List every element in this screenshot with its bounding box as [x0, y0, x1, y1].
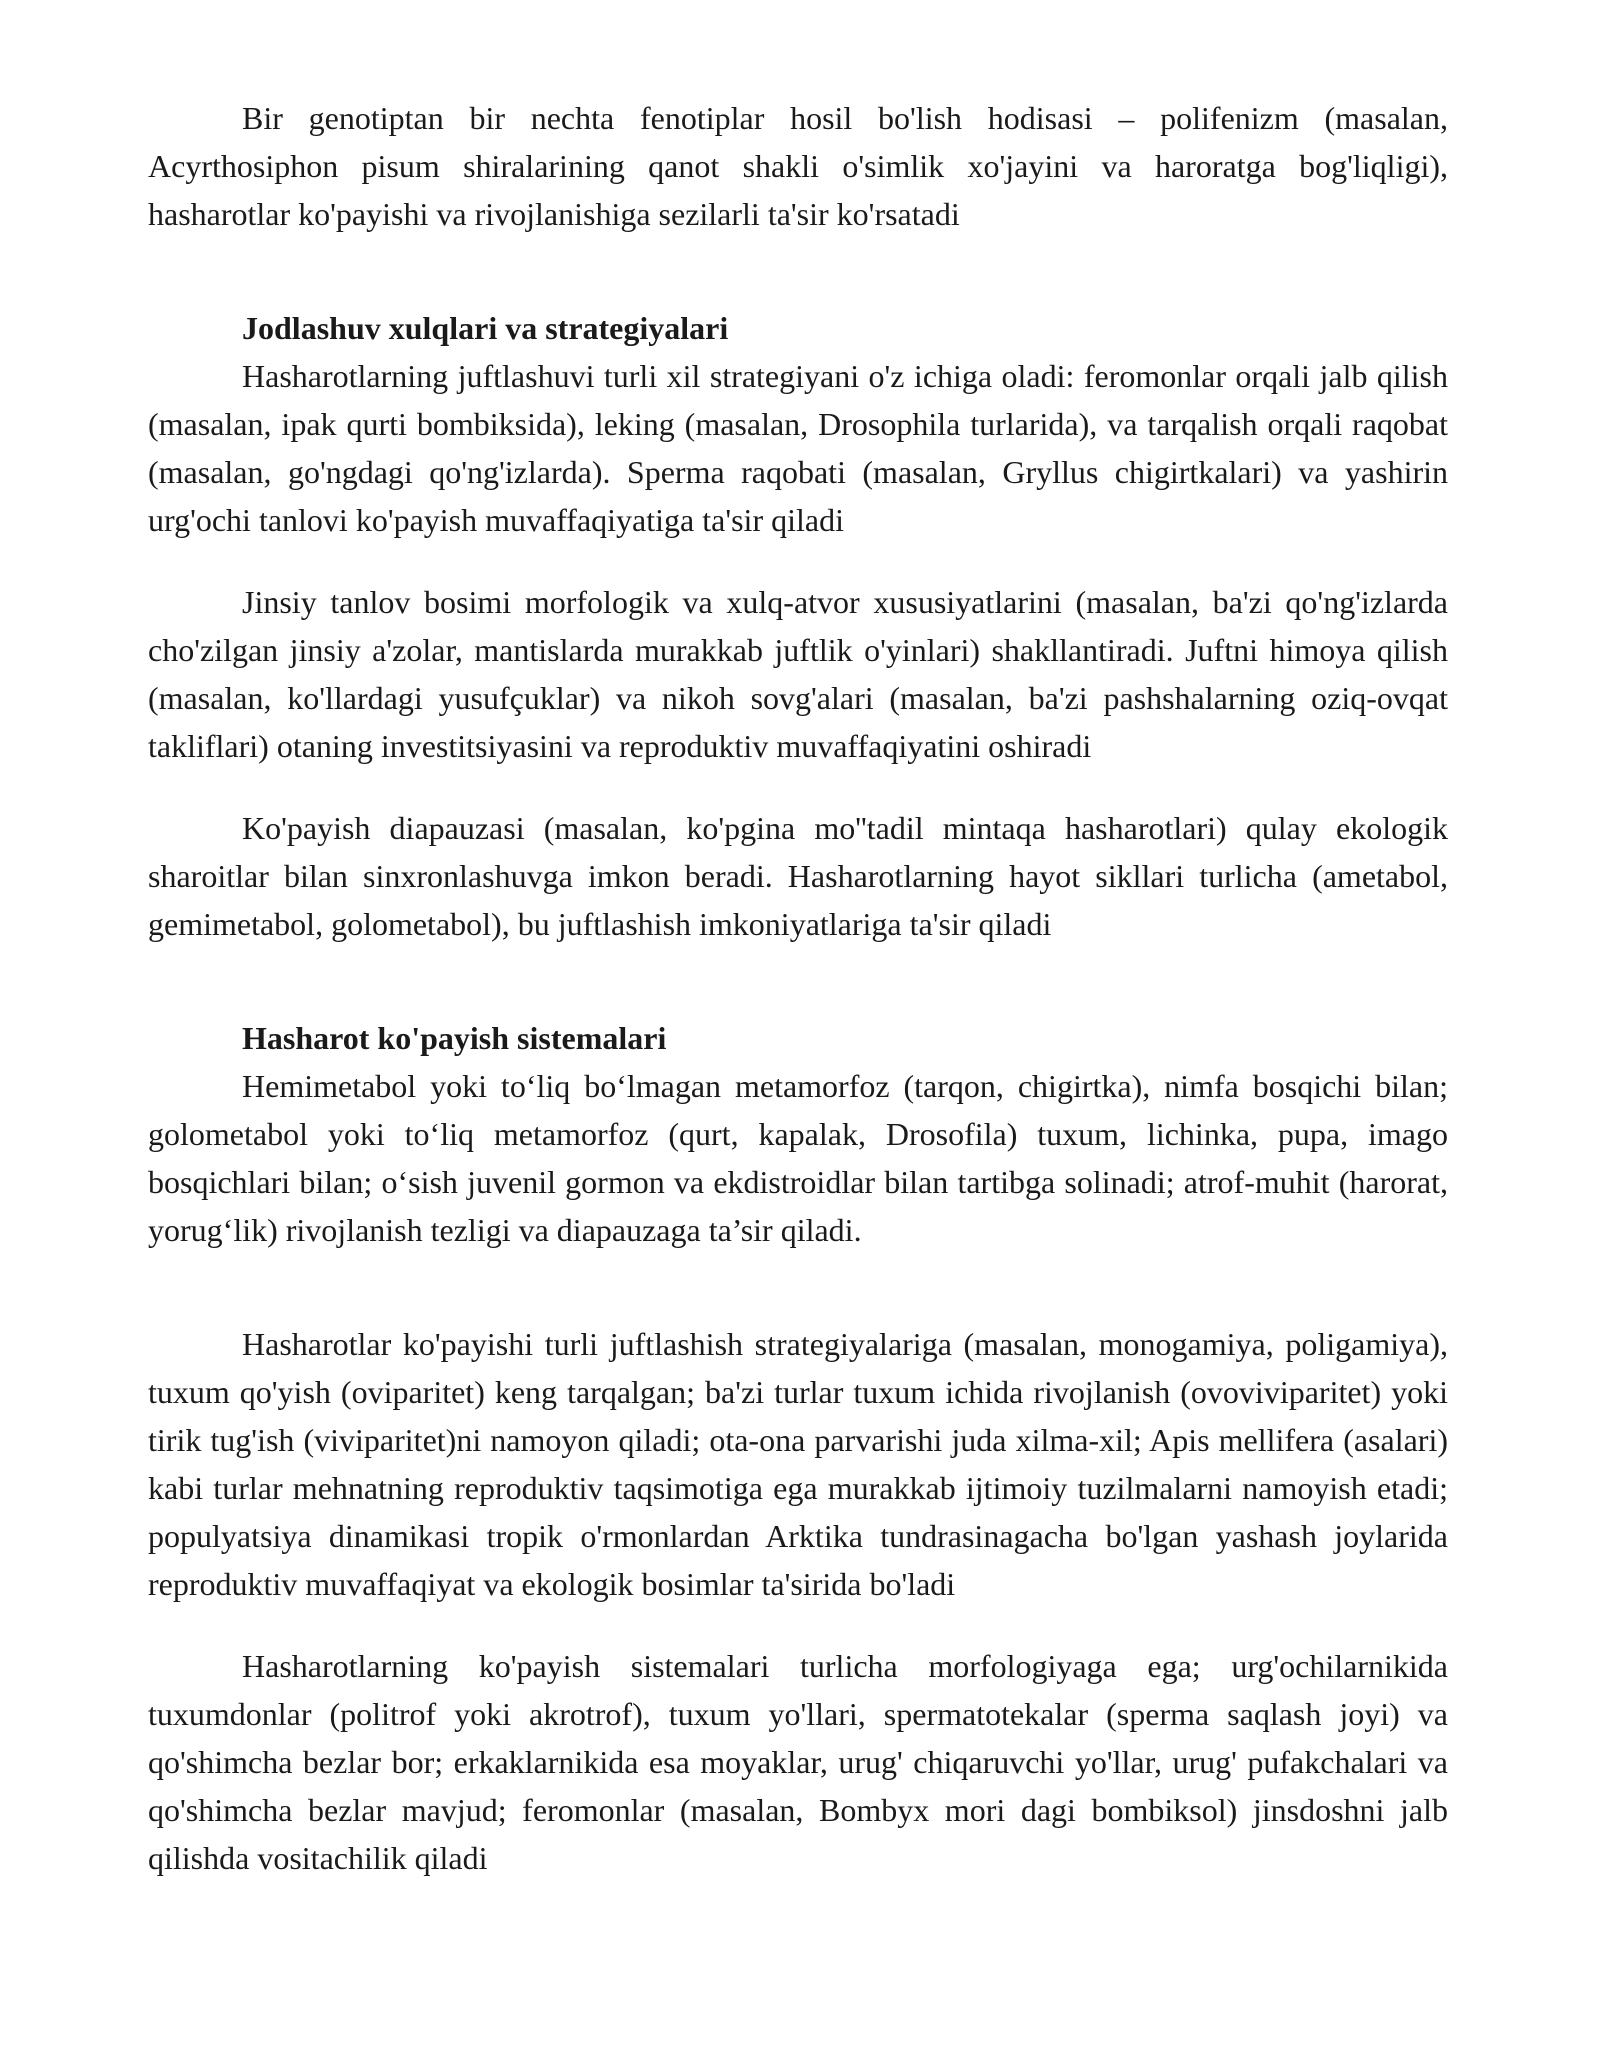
document-page	[148, 94, 1448, 1882]
heading-mating-behaviour: Jodlashuv xulqlari va strategiyalari	[242, 310, 729, 346]
paragraph-mating-strategies: Hasharotlarning juftlashuvi turli xil strategiyani o'z ichiga oladi: feromonlar orqali jalb qilish (masalan, ipak qurti bombiksida), leking (masalan, Drosophila turlarida), va tarqalish orqali raqobat (masalan, go'ngdagi qo'ng'izlarda). Sperma raqobati (masalan, Gryllus chigirtkalari) va yashirin urg'ochi tanlovi ko'payish muvaffaqiyatiga ta'sir qiladi	[148, 358, 1448, 538]
paragraph-metamorphosis: Hemimetabol yoki to‘liq bo‘lmagan metamorfoz (tarqon, chigirtka), nimfa bosqichi bilan; golometabol yoki to‘liq metamorfoz (qurt, kapalak, Drosofila) tuxum, lichinka, pupa, imago bosqichlari bilan; o‘sish juvenil gormon va ekdistroidlar bilan tartibga solinadi; atrof-muhit (harorat, yorug‘lik) rivojlanish tezligi va diapauzaga ta’sir qiladi.	[148, 1068, 1448, 1248]
paragraph-polyphenism: Bir genotiptan bir nechta fenotiplar hosil bo'lish hodisasi – polifenizm (masalan, Acyrthosiphon pisum shiralarining qanot shakli o'simlik xo'jayini va haroratga bog'liqligi), hasharotlar ko'payishi va rivojlanishiga sezilarli ta'sir ko'rsatadi	[148, 100, 1448, 232]
paragraph-sexual-selection: Jinsiy tanlov bosimi morfologik va xulq-atvor xususiyatlarini (masalan, ba'zi qo'ng'izlarda cho'zilgan jinsiy a'zolar, mantislarda murakkab juftlik o'yinlari) shakllantiradi. Juftni himoya qilish (masalan, ko'llardagi yusufçuklar) va nikoh sovg'alari (masalan, ba'zi pashshalarning oziq-ovqat takliflari) otaning investitsiyasini va reproduktiv muvaffaqiyatini oshiradi	[148, 584, 1448, 764]
paragraph-reproductive-morphology: Hasharotlarning ko'payish sistemalari turlicha morfologiyaga ega; urg'ochilarnikida tuxumdonlar (politrof yoki akrotrof), tuxum yo'llari, spermatotekalar (sperma saqlash joyi) va qo'shimcha bezlar bor; erkaklarnikida esa moyaklar, urug' chiqaruvchi yo'llar, urug' pufakchalari va qo'shimcha bezlar mavjud; feromonlar (masalan, Bombyx mori dagi bombiksol) jinsdoshni jalb qilishda vositachilik qiladi	[148, 1648, 1448, 1876]
paragraph-diapause: Ko'payish diapauzasi (masalan, ko'pgina mo''tadil mintaqa hasharotlari) qulay ekologik sharoitlar bilan sinxronlashuvga imkon beradi. Hasharotlarning hayot sikllari turlicha (ametabol, gemimetabol, golometabol), bu juftlashish imkoniyatlariga ta'sir qiladi	[148, 810, 1448, 942]
paragraph-reproduction-strategies: Hasharotlar ko'payishi turli juftlashish strategiyalariga (masalan, monogamiya, poligamiya), tuxum qo'yish (oviparitet) keng tarqalgan; ba'zi turlar tuxum ichida rivojlanish (ovoviviparitet) yoki tirik tug'ish (viviparitet)ni namoyon qiladi; ota-ona parvarishi juda xilma-xil; Apis mellifera (asalari) kabi turlar mehnatning reproduktiv taqsimotiga ega murakkab ijtimoiy tuzilmalarni namoyish etadi; populyatsiya dinamikasi tropik o'rmonlardan Arktika tundrasinagacha bo'lgan yashash joylarida reproduktiv muvaffaqiyat va ekologik bosimlar ta'sirida bo'ladi	[148, 1326, 1448, 1602]
heading-reproductive-systems: Hasharot ko'payish sistemalari	[242, 1020, 667, 1056]
